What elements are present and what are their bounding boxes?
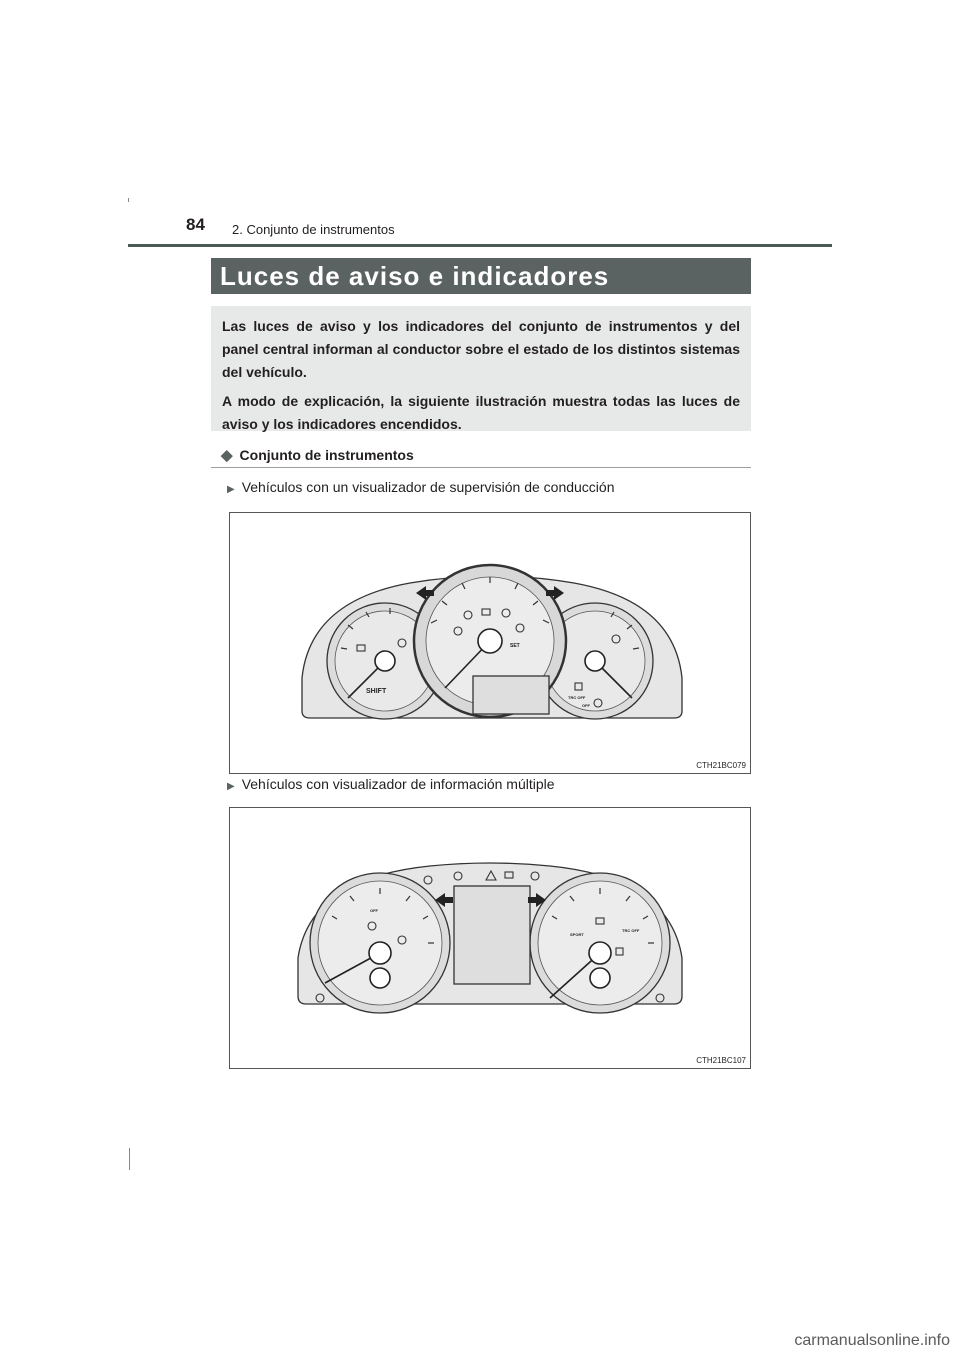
left-hub-1 xyxy=(369,942,391,964)
figure1-caption-text: Vehículos con un visualizador de supervisión de conducción xyxy=(241,479,615,495)
triangle-bullet-icon: ▶ xyxy=(227,781,235,792)
figure2-caption-text: Vehículos con visualizador de información múltiple xyxy=(241,776,555,792)
figure1-box xyxy=(229,512,751,774)
figure2-code: CTH21BC107 xyxy=(696,1056,746,1065)
speedometer-hub xyxy=(478,629,502,653)
trc-off-label: TRC OFF xyxy=(568,695,586,700)
off-label: OFF xyxy=(370,908,378,913)
instrument-cluster-illustration-2 xyxy=(230,808,750,1068)
diamond-icon: ◆ xyxy=(221,447,233,464)
intro-paragraph-1: Las luces de aviso y los indicadores del conjunto de instrumentos y del panel central informan al conductor sobre el estado de los distintos sistemas del vehículo. xyxy=(222,318,740,380)
watermark: carmanualsonline.info xyxy=(794,1332,950,1349)
header-rule xyxy=(128,244,832,247)
set-label: SET xyxy=(510,643,520,649)
triangle-bullet-icon: ▶ xyxy=(227,484,235,495)
sport-label: SPORT xyxy=(570,932,584,937)
center-display xyxy=(473,676,549,714)
off-label: OFF xyxy=(582,703,590,708)
figure1-caption xyxy=(227,479,615,495)
margin-mark xyxy=(129,1148,130,1170)
trc-off-label: TRC OFF xyxy=(622,928,640,933)
figure2-caption xyxy=(227,776,555,792)
running-head: 2. Conjunto de instrumentos xyxy=(232,222,395,237)
section-heading xyxy=(221,446,414,464)
right-hub-1 xyxy=(589,942,611,964)
margin-mark xyxy=(128,198,129,202)
fuel-temp-hub xyxy=(585,651,605,671)
page-title: Luces de aviso e indicadores xyxy=(211,258,751,294)
tachometer-hub xyxy=(375,651,395,671)
figure2-box xyxy=(229,807,751,1069)
intro-box xyxy=(211,306,751,431)
intro-paragraph-2: A modo de explicación, la siguiente ilustración muestra todas las luces de aviso y los indicadores encendidos. xyxy=(222,393,740,432)
left-hub-2 xyxy=(370,968,390,988)
page-number: 84 xyxy=(186,215,205,234)
section-heading-text: Conjunto de instrumentos xyxy=(239,447,414,463)
instrument-cluster-illustration-1 xyxy=(230,513,750,773)
multi-info-display xyxy=(454,886,530,984)
right-hub-2 xyxy=(590,968,610,988)
section-rule xyxy=(211,467,751,468)
figure1-code: CTH21BC079 xyxy=(696,761,746,770)
shift-label: SHIFT xyxy=(366,688,387,695)
